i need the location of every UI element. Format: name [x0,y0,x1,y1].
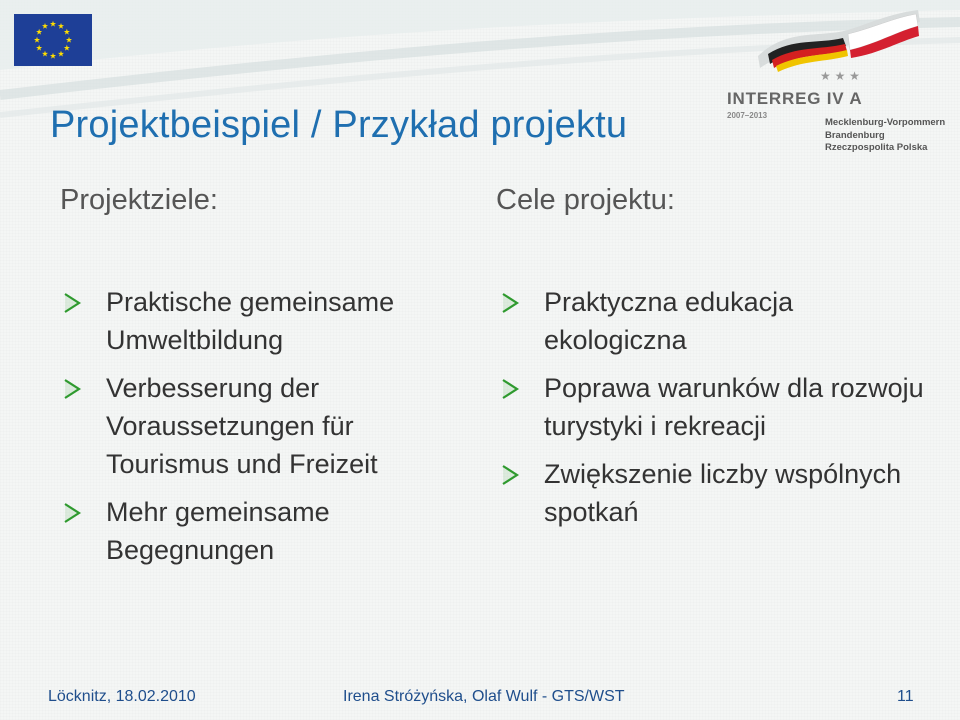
interreg-logo-regions [825,117,945,155]
list-item-text: Praktische gemeinsame Umweltbildung [106,287,395,355]
interreg-logo-graphic [748,8,924,88]
footer-page-number: 11 [897,688,914,705]
interreg-logo-years: 2007–2013 [727,111,768,120]
list-item-text: Zwiększenie liczby wspólnych spotkań [544,459,902,527]
list-item [62,369,472,483]
logo-region-poland: Rzeczpospolita Polska [825,142,928,153]
arrow-bullet-icon [62,378,82,400]
arrow-bullet-icon [500,464,520,486]
arrow-bullet-icon [62,292,82,314]
svg-text:★ ★ ★: ★ ★ ★ [820,69,860,83]
list-item-text: Poprawa warunków dla rozwoju turystyki i rekreacji [544,373,924,441]
left-bullet-list [62,283,472,579]
list-item [500,455,940,531]
list-item [62,493,472,569]
footer-place-date: Löcknitz, 18.02.2010 [48,688,196,705]
list-item [500,369,940,445]
left-column-heading: Projektziele: [60,184,218,216]
right-bullet-list [500,283,940,541]
right-column-heading: Cele projektu: [496,184,675,216]
arrow-bullet-icon [500,378,520,400]
list-item [500,283,940,359]
eu-flag-icon [14,14,92,66]
list-item-text: Praktyczna edukacja ekologiczna [544,287,794,355]
footer-authors: Irena Stróżyńska, Olaf Wulf - GTS/WST [343,688,625,705]
interreg-logo-text: INTERREG IV A [727,89,863,108]
list-item [62,283,472,359]
logo-region-mv: Mecklenburg-Vorpommern [825,117,946,128]
list-item-text: Mehr gemeinsame Begegnungen [106,497,330,565]
list-item-text: Verbesserung der Voraussetzungen für Tourismus und Freizeit [106,373,378,479]
arrow-bullet-icon [62,502,82,524]
logo-region-brandenburg: Brandenburg [825,129,885,141]
page-title: Projektbeispiel / Przykład projektu [50,104,628,146]
arrow-bullet-icon [500,292,520,314]
